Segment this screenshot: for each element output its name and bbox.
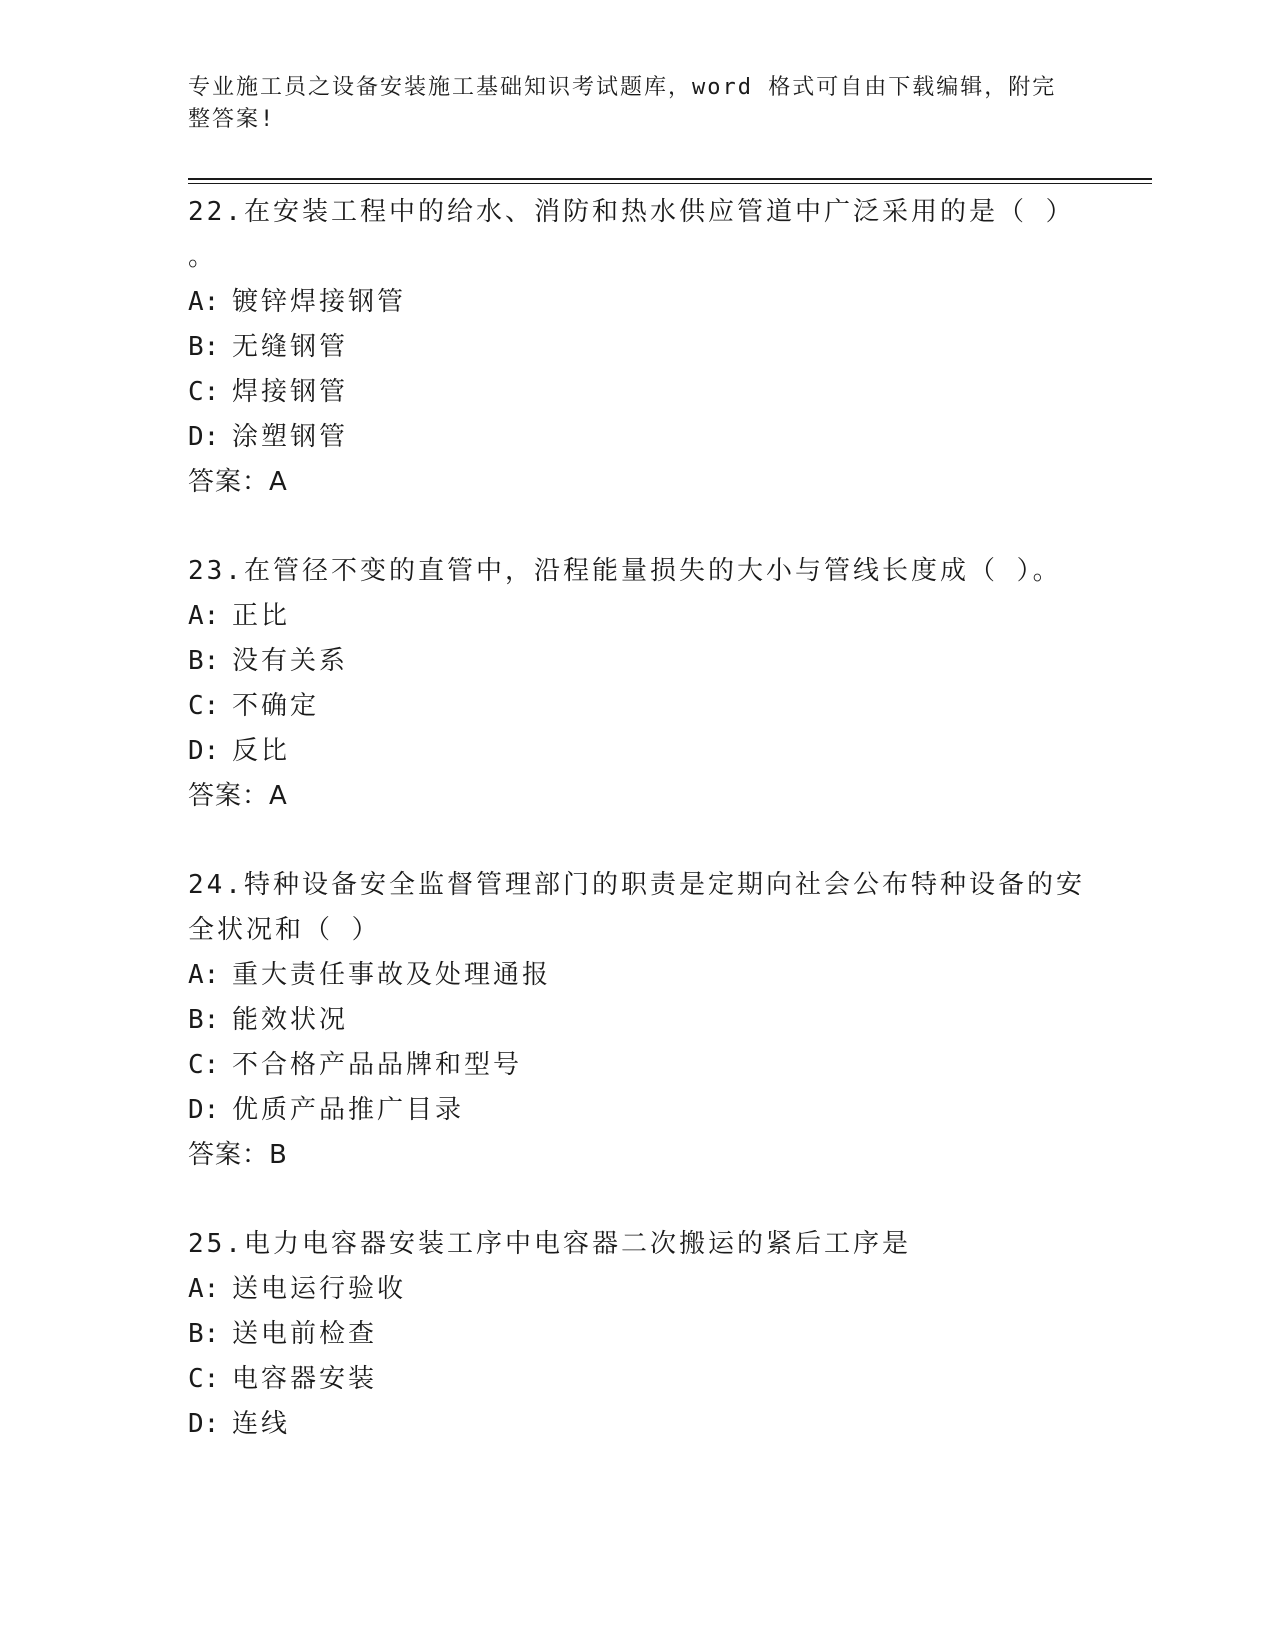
option-c: C: 电容器安装 bbox=[188, 1364, 378, 1394]
option-c: C: 不确定 bbox=[188, 691, 320, 721]
question-stem-line-2: 。 bbox=[188, 242, 218, 272]
option-text: 重大责任事故及处理通报 bbox=[232, 960, 552, 990]
option-d: D: 反比 bbox=[188, 736, 291, 766]
option-b: B: 无缝钢管 bbox=[188, 332, 349, 362]
option-text: 能效状况 bbox=[232, 1005, 349, 1035]
option-d: D: 优质产品推广目录 bbox=[188, 1095, 465, 1125]
option-text: 电容器安装 bbox=[232, 1364, 378, 1394]
option-text: 涂塑钢管 bbox=[232, 422, 349, 452]
option-a: A: 正比 bbox=[188, 601, 291, 631]
option-b: B: 没有关系 bbox=[188, 646, 349, 676]
option-a: A: 送电运行验收 bbox=[188, 1274, 407, 1304]
question-stem: 23.在管径不变的直管中，沿程能量损失的大小与管线长度成（ ）。 bbox=[188, 556, 1062, 586]
option-text: 反比 bbox=[232, 736, 291, 766]
option-text: 焊接钢管 bbox=[232, 377, 349, 407]
option-text: 送电前检查 bbox=[232, 1319, 378, 1349]
document-header: 专业施工员之设备安装施工基础知识考试题库，word 格式可自由下载编辑，附完整答案! bbox=[188, 75, 1057, 132]
question-22 bbox=[188, 190, 1088, 505]
header-divider-bottom bbox=[188, 183, 1152, 184]
option-text: 不合格产品品牌和型号 bbox=[232, 1050, 523, 1080]
question-stem: 24.特种设备安全监督管理部门的职责是定期向社会公布特种设备的安全状况和（ ） bbox=[188, 870, 1085, 945]
answer-line: 答案：A bbox=[188, 781, 288, 811]
option-d: D: 涂塑钢管 bbox=[188, 422, 349, 452]
option-d: D: 连线 bbox=[188, 1409, 291, 1439]
option-text: 不确定 bbox=[232, 691, 320, 721]
option-text: 正比 bbox=[232, 601, 291, 631]
answer-line: 答案：A bbox=[188, 467, 288, 497]
question-24 bbox=[188, 863, 1088, 1178]
question-stem bbox=[188, 190, 1088, 280]
option-text: 连线 bbox=[232, 1409, 291, 1439]
option-text: 镀锌焊接钢管 bbox=[232, 287, 407, 317]
option-text: 无缝钢管 bbox=[232, 332, 349, 362]
answer-line: 答案：B bbox=[188, 1140, 288, 1170]
option-c: C: 焊接钢管 bbox=[188, 377, 349, 407]
option-c: C: 不合格产品品牌和型号 bbox=[188, 1050, 523, 1080]
question-25 bbox=[188, 1222, 1088, 1447]
header-divider-top bbox=[188, 178, 1152, 180]
option-text: 优质产品推广目录 bbox=[232, 1095, 465, 1125]
question-stem-line-1: 22.在安装工程中的给水、消防和热水供应管道中广泛采用的是（ ） bbox=[188, 197, 1075, 227]
question-23 bbox=[188, 549, 1088, 819]
option-text: 没有关系 bbox=[232, 646, 349, 676]
option-a: A: 镀锌焊接钢管 bbox=[188, 287, 407, 317]
option-text: 送电运行验收 bbox=[232, 1274, 407, 1304]
option-b: B: 能效状况 bbox=[188, 1005, 349, 1035]
option-b: B: 送电前检查 bbox=[188, 1319, 378, 1349]
question-stem: 25.电力电容器安装工序中电容器二次搬运的紧后工序是 bbox=[188, 1229, 911, 1259]
question-list bbox=[188, 190, 1088, 1491]
option-a: A: 重大责任事故及处理通报 bbox=[188, 960, 552, 990]
